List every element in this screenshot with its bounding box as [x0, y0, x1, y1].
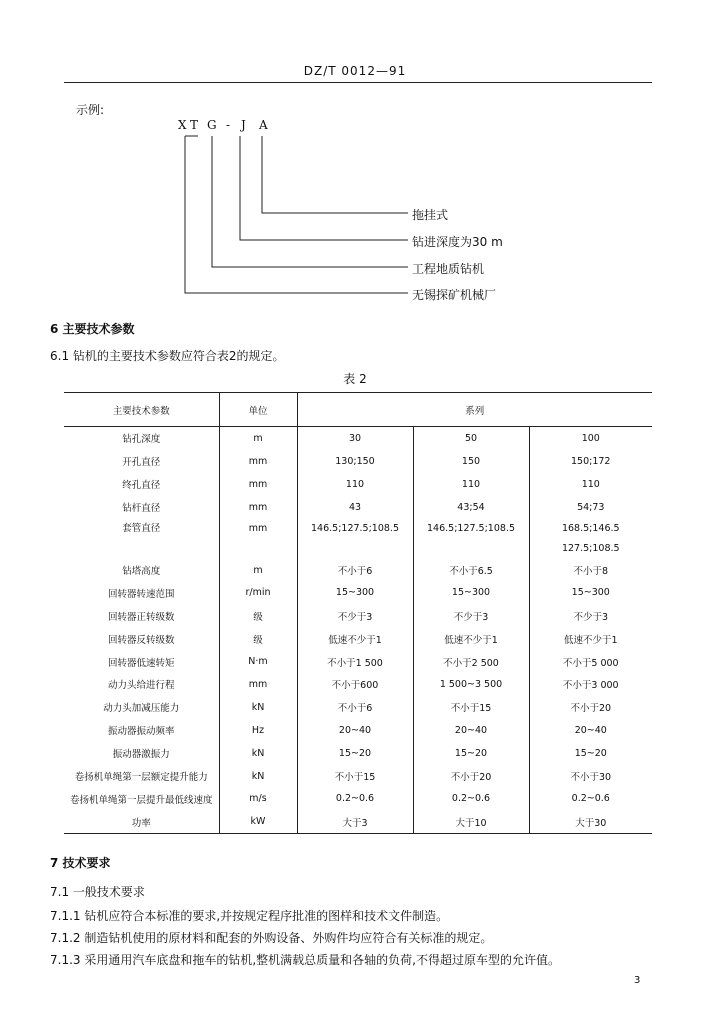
row-unit: m: [219, 559, 297, 582]
row-value-series-2: 1 500~3 500: [413, 673, 529, 696]
row-value-series-1: 146.5;127.5;108.5: [297, 519, 413, 559]
annotation-depth: 钻进深度为30 m: [412, 235, 503, 249]
row-value-series-2: 110: [413, 473, 529, 496]
row-unit: kN: [219, 696, 297, 719]
row-value-series-2: 146.5;127.5;108.5: [413, 519, 529, 559]
row-value-series-3: 150;172: [571, 455, 611, 467]
row-param: 套管直径: [64, 519, 219, 559]
row-value-series-2: 低速不少于1: [413, 627, 529, 650]
annotation-drill-type: 工程地质钻机: [412, 262, 485, 276]
row-value-series-1: 低速不少于1: [297, 627, 413, 650]
row-unit: mm: [219, 473, 297, 496]
spec-table: [64, 392, 652, 834]
row-unit: Hz: [219, 719, 297, 742]
row-param: 回转器反转级数: [64, 627, 219, 650]
row-value-series-3: 不小于30: [570, 772, 612, 784]
table-header-row: [64, 393, 652, 427]
row-param: 钻孔深度: [64, 427, 219, 450]
annotation-manufacturer: 无锡探矿机械厂: [412, 288, 497, 302]
row-unit: 级: [219, 604, 297, 627]
section-6-heading: 6 主要技术参数: [50, 322, 135, 336]
row-unit: mm: [219, 496, 297, 519]
row-value-series-3: 100: [581, 432, 600, 444]
table-row: [64, 559, 652, 582]
row-value-series-3: 大于30: [575, 817, 607, 829]
table-row: [64, 427, 652, 450]
table-row: [64, 627, 652, 650]
row-value-series-3: [529, 519, 652, 559]
header-series: 系列: [465, 405, 485, 417]
row-param: 卷扬机单绳第一层提升最低线速度: [64, 787, 219, 810]
row-param: 终孔直径: [64, 473, 219, 496]
row-unit: mm: [219, 519, 297, 559]
bracket-line-a: [262, 136, 408, 213]
row-value-series-2: 大于10: [413, 810, 529, 833]
row-value-series-2: 不少于3: [413, 604, 529, 627]
row-value-series-1: 20~40: [297, 719, 413, 742]
row-unit: 级: [219, 627, 297, 650]
clause-7-1-3: 7.1.3 采用通用汽车底盘和拖车的钻机,整机满载总质量和各轴的负荷,不得超过原车型的允许值。: [50, 953, 560, 967]
table-row: [64, 450, 652, 473]
code-letter-t: T: [190, 118, 199, 132]
row-param: 开孔直径: [64, 450, 219, 473]
row-value-series-2: 15~300: [413, 581, 529, 604]
row-value-series-1: 不小于15: [297, 765, 413, 788]
row-param: 动力头加减压能力: [64, 696, 219, 719]
clause-7-1-2: 7.1.2 制造钻机使用的原材料和配套的外购设备、外购件均应符合有关标准的规定。: [50, 931, 493, 945]
code-letter-a: A: [259, 118, 268, 132]
header-param: 主要技术参数: [64, 393, 219, 427]
row-value-series-1: 43: [297, 496, 413, 519]
row-value-series-1: 不少于3: [297, 604, 413, 627]
row-unit: m/s: [219, 787, 297, 810]
code-letter-g: G: [207, 118, 217, 132]
row-value-series-1: 0.2~0.6: [297, 787, 413, 810]
row-value-series-3: 54;73: [577, 501, 605, 513]
row-value-series-1: 15~300: [297, 581, 413, 604]
row-value-series-3: 不小于8: [573, 566, 609, 577]
bracket-line-g: [212, 136, 408, 267]
code-letter-j: J: [241, 118, 246, 132]
row-value-series-3-line-1: 168.5;146.5: [561, 522, 620, 534]
row-value-series-1: 大于3: [297, 810, 413, 833]
row-value-series-1: 不小于6: [297, 559, 413, 582]
bracket-line-j: [240, 136, 408, 240]
row-value-series-1: 130;150: [297, 450, 413, 473]
row-value-series-3: 不小于20: [570, 703, 612, 715]
page-number: 3: [634, 975, 641, 986]
row-value-series-1: 110: [297, 473, 413, 496]
row-value-series-1: 30: [297, 427, 413, 450]
row-param: 回转器正转级数: [64, 604, 219, 627]
table-row: [64, 696, 652, 719]
row-unit: kN: [219, 742, 297, 765]
bracket-lines: [0, 0, 710, 320]
code-letter-dash: -: [226, 118, 231, 132]
row-value-series-3: 低速不少于1: [563, 634, 618, 646]
table-caption: 表 2: [343, 372, 367, 386]
bracket-line-xt: [185, 136, 408, 293]
row-param: 钻塔高度: [64, 559, 219, 582]
table-row: [64, 810, 652, 833]
row-value-series-1: 不小于6: [297, 696, 413, 719]
standard-code: DZ/T 0012—91: [303, 64, 407, 78]
row-unit: mm: [219, 673, 297, 696]
table-row: [64, 765, 652, 788]
row-value-series-3-line-2: 127.5;108.5: [561, 542, 620, 554]
row-unit: mm: [219, 450, 297, 473]
clause-7-1: 7.1 一般技术要求: [50, 885, 145, 899]
row-value-series-1: 不小于1 500: [297, 650, 413, 673]
row-unit: kW: [219, 810, 297, 833]
example-label: 示例:: [76, 103, 105, 117]
row-value-series-2: 不小于6.5: [413, 559, 529, 582]
row-value-series-2: 不小于20: [413, 765, 529, 788]
row-value-series-3: 不小于3 000: [562, 680, 619, 692]
row-unit: r/min: [219, 581, 297, 604]
row-value-series-2: 43;54: [413, 496, 529, 519]
row-param: 振动器振动频率: [64, 719, 219, 742]
row-value-series-3: 0.2~0.6: [571, 793, 610, 805]
table-row: [64, 719, 652, 742]
row-value-series-1: 不小于600: [297, 673, 413, 696]
row-param: 回转器低速转矩: [64, 650, 219, 673]
row-value-series-2: 50: [413, 427, 529, 450]
annotation-towed: 拖挂式: [412, 208, 449, 222]
code-letter-x: X: [178, 118, 187, 132]
row-value-series-3: 20~40: [574, 724, 607, 736]
row-value-series-2: 不小于15: [413, 696, 529, 719]
row-value-series-2: 20~40: [413, 719, 529, 742]
row-unit: m: [219, 427, 297, 450]
table-row: [64, 604, 652, 627]
row-value-series-1: 15~20: [297, 742, 413, 765]
row-param: 功率: [64, 810, 219, 833]
row-value-series-2: 150: [413, 450, 529, 473]
row-value-series-3: 不小于5 000: [562, 657, 619, 669]
row-value-series-3: 15~20: [574, 747, 607, 759]
clause-6-1: 6.1 钻机的主要技术参数应符合表2的规定。: [50, 349, 285, 363]
clause-7-1-1: 7.1.1 钻机应符合本标准的要求,并按规定程序批准的图样和技术文件制造。: [50, 909, 449, 923]
header-unit: 单位: [219, 393, 297, 427]
table-row: [64, 650, 652, 673]
row-unit: N·m: [219, 650, 297, 673]
table-row: [64, 496, 652, 519]
row-value-series-2: 15~20: [413, 742, 529, 765]
row-value-series-2: 不小于2 500: [413, 650, 529, 673]
row-value-series-3: 不少于3: [573, 611, 609, 623]
row-param: 回转器转速范围: [64, 581, 219, 604]
table-row: [64, 473, 652, 496]
row-param: 动力头给进行程: [64, 673, 219, 696]
section-7-heading: 7 技术要求: [50, 856, 111, 870]
table-row: [64, 581, 652, 604]
table-row: [64, 742, 652, 765]
table-row: [64, 787, 652, 810]
table-row: [64, 519, 652, 559]
row-value-series-2: 0.2~0.6: [413, 787, 529, 810]
row-param: 钻杆直径: [64, 496, 219, 519]
row-value-series-3: 15~300: [571, 587, 610, 599]
row-value-series-3: 110: [581, 478, 600, 490]
table-row: [64, 673, 652, 696]
row-param: 卷扬机单绳第一层额定提升能力: [64, 765, 219, 788]
row-param: 振动器激振力: [64, 742, 219, 765]
row-unit: kN: [219, 765, 297, 788]
